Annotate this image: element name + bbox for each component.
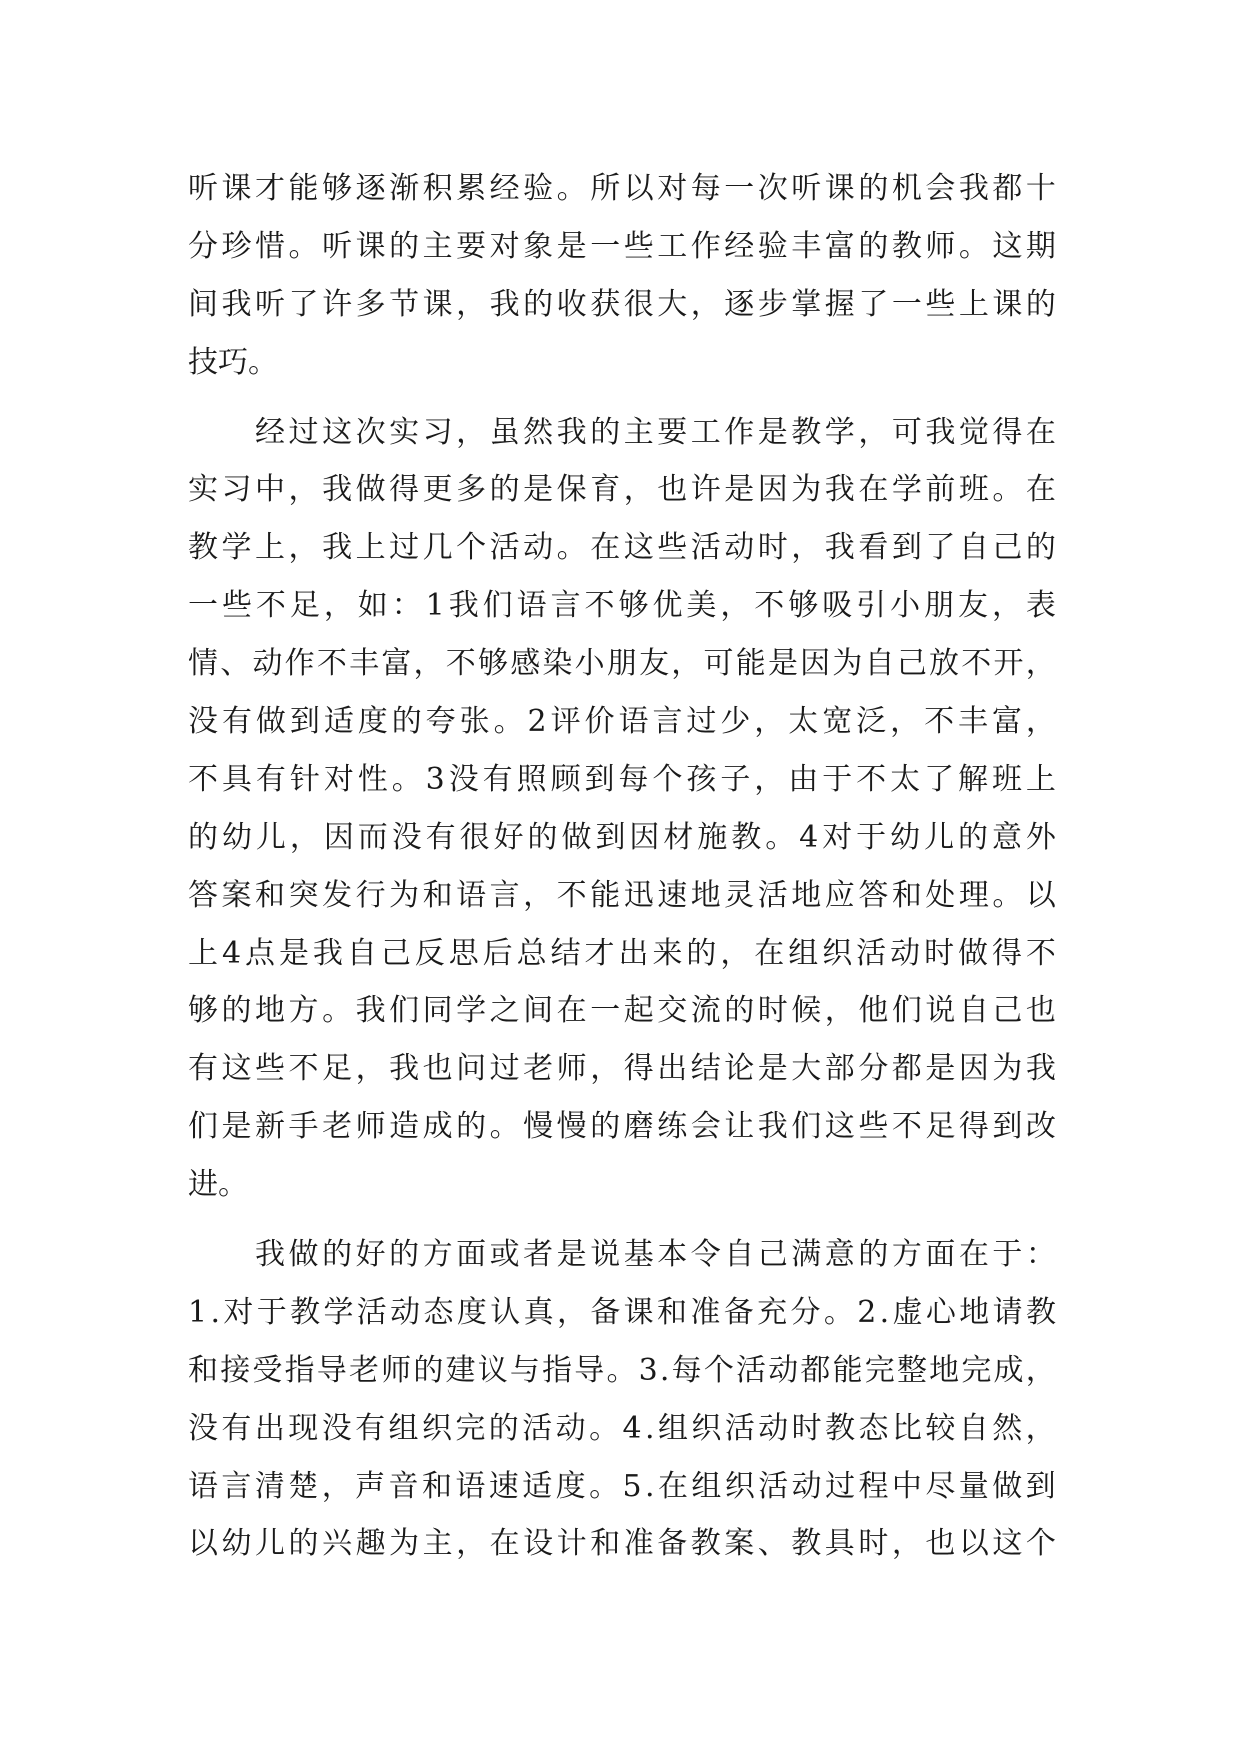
text-line: 情 、 动 作 不 丰 富 ， 不 够 感 染 小 朋 友 ， 可 能 是 因 为 自 己 放 不 开 ， <box>188 646 1056 682</box>
text-line: 间 我 听 了 许 多 节 课 ， 我 的 收 获 很 大 ， 逐 步 掌 握 了 一 些 上 课 的 <box>188 286 1056 322</box>
text-line: 没 有 出 现 没 有 组 织 完 的 活 动 。 4 . 组 织 活 动 时 教 态 比 较 自 然 ， <box>188 1410 1056 1446</box>
text-line: 我 做 的 好 的 方 面 或 者 是 说 基 本 令 自 己 满 意 的 方 面 在 于 ： <box>255 1237 1056 1273</box>
text-line: 经 过 这 次 实 习 ， 虽 然 我 的 主 要 工 作 是 教 学 ， 可 我 觉 得 在 <box>255 414 1056 450</box>
text-line: 技巧。 <box>188 344 278 380</box>
text-line: 的 幼 儿 ， 因 而 没 有 很 好 的 做 到 因 材 施 教 。 4 对 于 幼 儿 的 意 外 <box>188 819 1056 855</box>
text-line: 不 具 有 针 对 性 。 3 没 有 照 顾 到 每 个 孩 子 ， 由 于 不 太 了 解 班 上 <box>188 761 1056 797</box>
paragraph <box>188 404 1056 1214</box>
text-line: 分 珍 惜 。 听 课 的 主 要 对 象 是 一 些 工 作 经 验 丰 富 的 教 师 。 这 期 <box>188 228 1056 264</box>
text-line: 有 这 些 不 足 ， 我 也 问 过 老 师 ， 得 出 结 论 是 大 部 分 都 是 因 为 我 <box>188 1051 1056 1087</box>
text-line: 和 接 受 指 导 老 师 的 建 议 与 指 导 。 3 . 每 个 活 动 都 能 完 整 地 完 成 ， <box>188 1352 1056 1388</box>
paragraph <box>188 1226 1056 1573</box>
text-line: 进。 <box>188 1167 248 1203</box>
text-line: 上 4 点 是 我 自 己 反 思 后 总 结 才 出 来 的 ， 在 组 织 活 动 时 做 得 不 <box>188 935 1056 971</box>
text-line: 1 . 对 于 教 学 活 动 态 度 认 真 ， 备 课 和 准 备 充 分 。 2 . 虚 心 地 请 教 <box>188 1294 1056 1330</box>
text-line: 够 的 地 方 。 我 们 同 学 之 间 在 一 起 交 流 的 时 候 ， 他 们 说 自 己 也 <box>188 993 1056 1029</box>
text-line: 们 是 新 手 老 师 造 成 的 。 慢 慢 的 磨 练 会 让 我 们 这 些 不 足 得 到 改 <box>188 1109 1056 1145</box>
text-line: 语 言 清 楚 ， 声 音 和 语 速 适 度 。 5 . 在 组 织 活 动 过 程 中 尽 量 做 到 <box>188 1468 1056 1504</box>
text-line: 没 有 做 到 适 度 的 夸 张 。 2 评 价 语 言 过 少 ， 太 宽 泛 ， 不 丰 富 ， <box>188 704 1056 740</box>
body-text <box>188 160 1056 1573</box>
text-line: 教 学 上 ， 我 上 过 几 个 活 动 。 在 这 些 活 动 时 ， 我 看 到 了 自 己 的 <box>188 530 1056 566</box>
text-line: 实 习 中 ， 我 做 得 更 多 的 是 保 育 ， 也 许 是 因 为 我 在 学 前 班 。 在 <box>188 472 1056 508</box>
text-line: 一 些 不 足 ， 如 ： 1 我 们 语 言 不 够 优 美 ， 不 够 吸 引 小 朋 友 ， 表 <box>188 588 1056 624</box>
text-line: 以 幼 儿 的 兴 趣 为 主 ， 在 设 计 和 准 备 教 案 、 教 具 时 ， 也 以 这 个 <box>188 1526 1056 1562</box>
paragraph <box>188 160 1056 392</box>
text-line: 听 课 才 能 够 逐 渐 积 累 经 验 。 所 以 对 每 一 次 听 课 的 机 会 我 都 十 <box>188 171 1056 206</box>
text-line: 答 案 和 突 发 行 为 和 语 言 ， 不 能 迅 速 地 灵 活 地 应 答 和 处 理 。 以 <box>188 877 1056 913</box>
